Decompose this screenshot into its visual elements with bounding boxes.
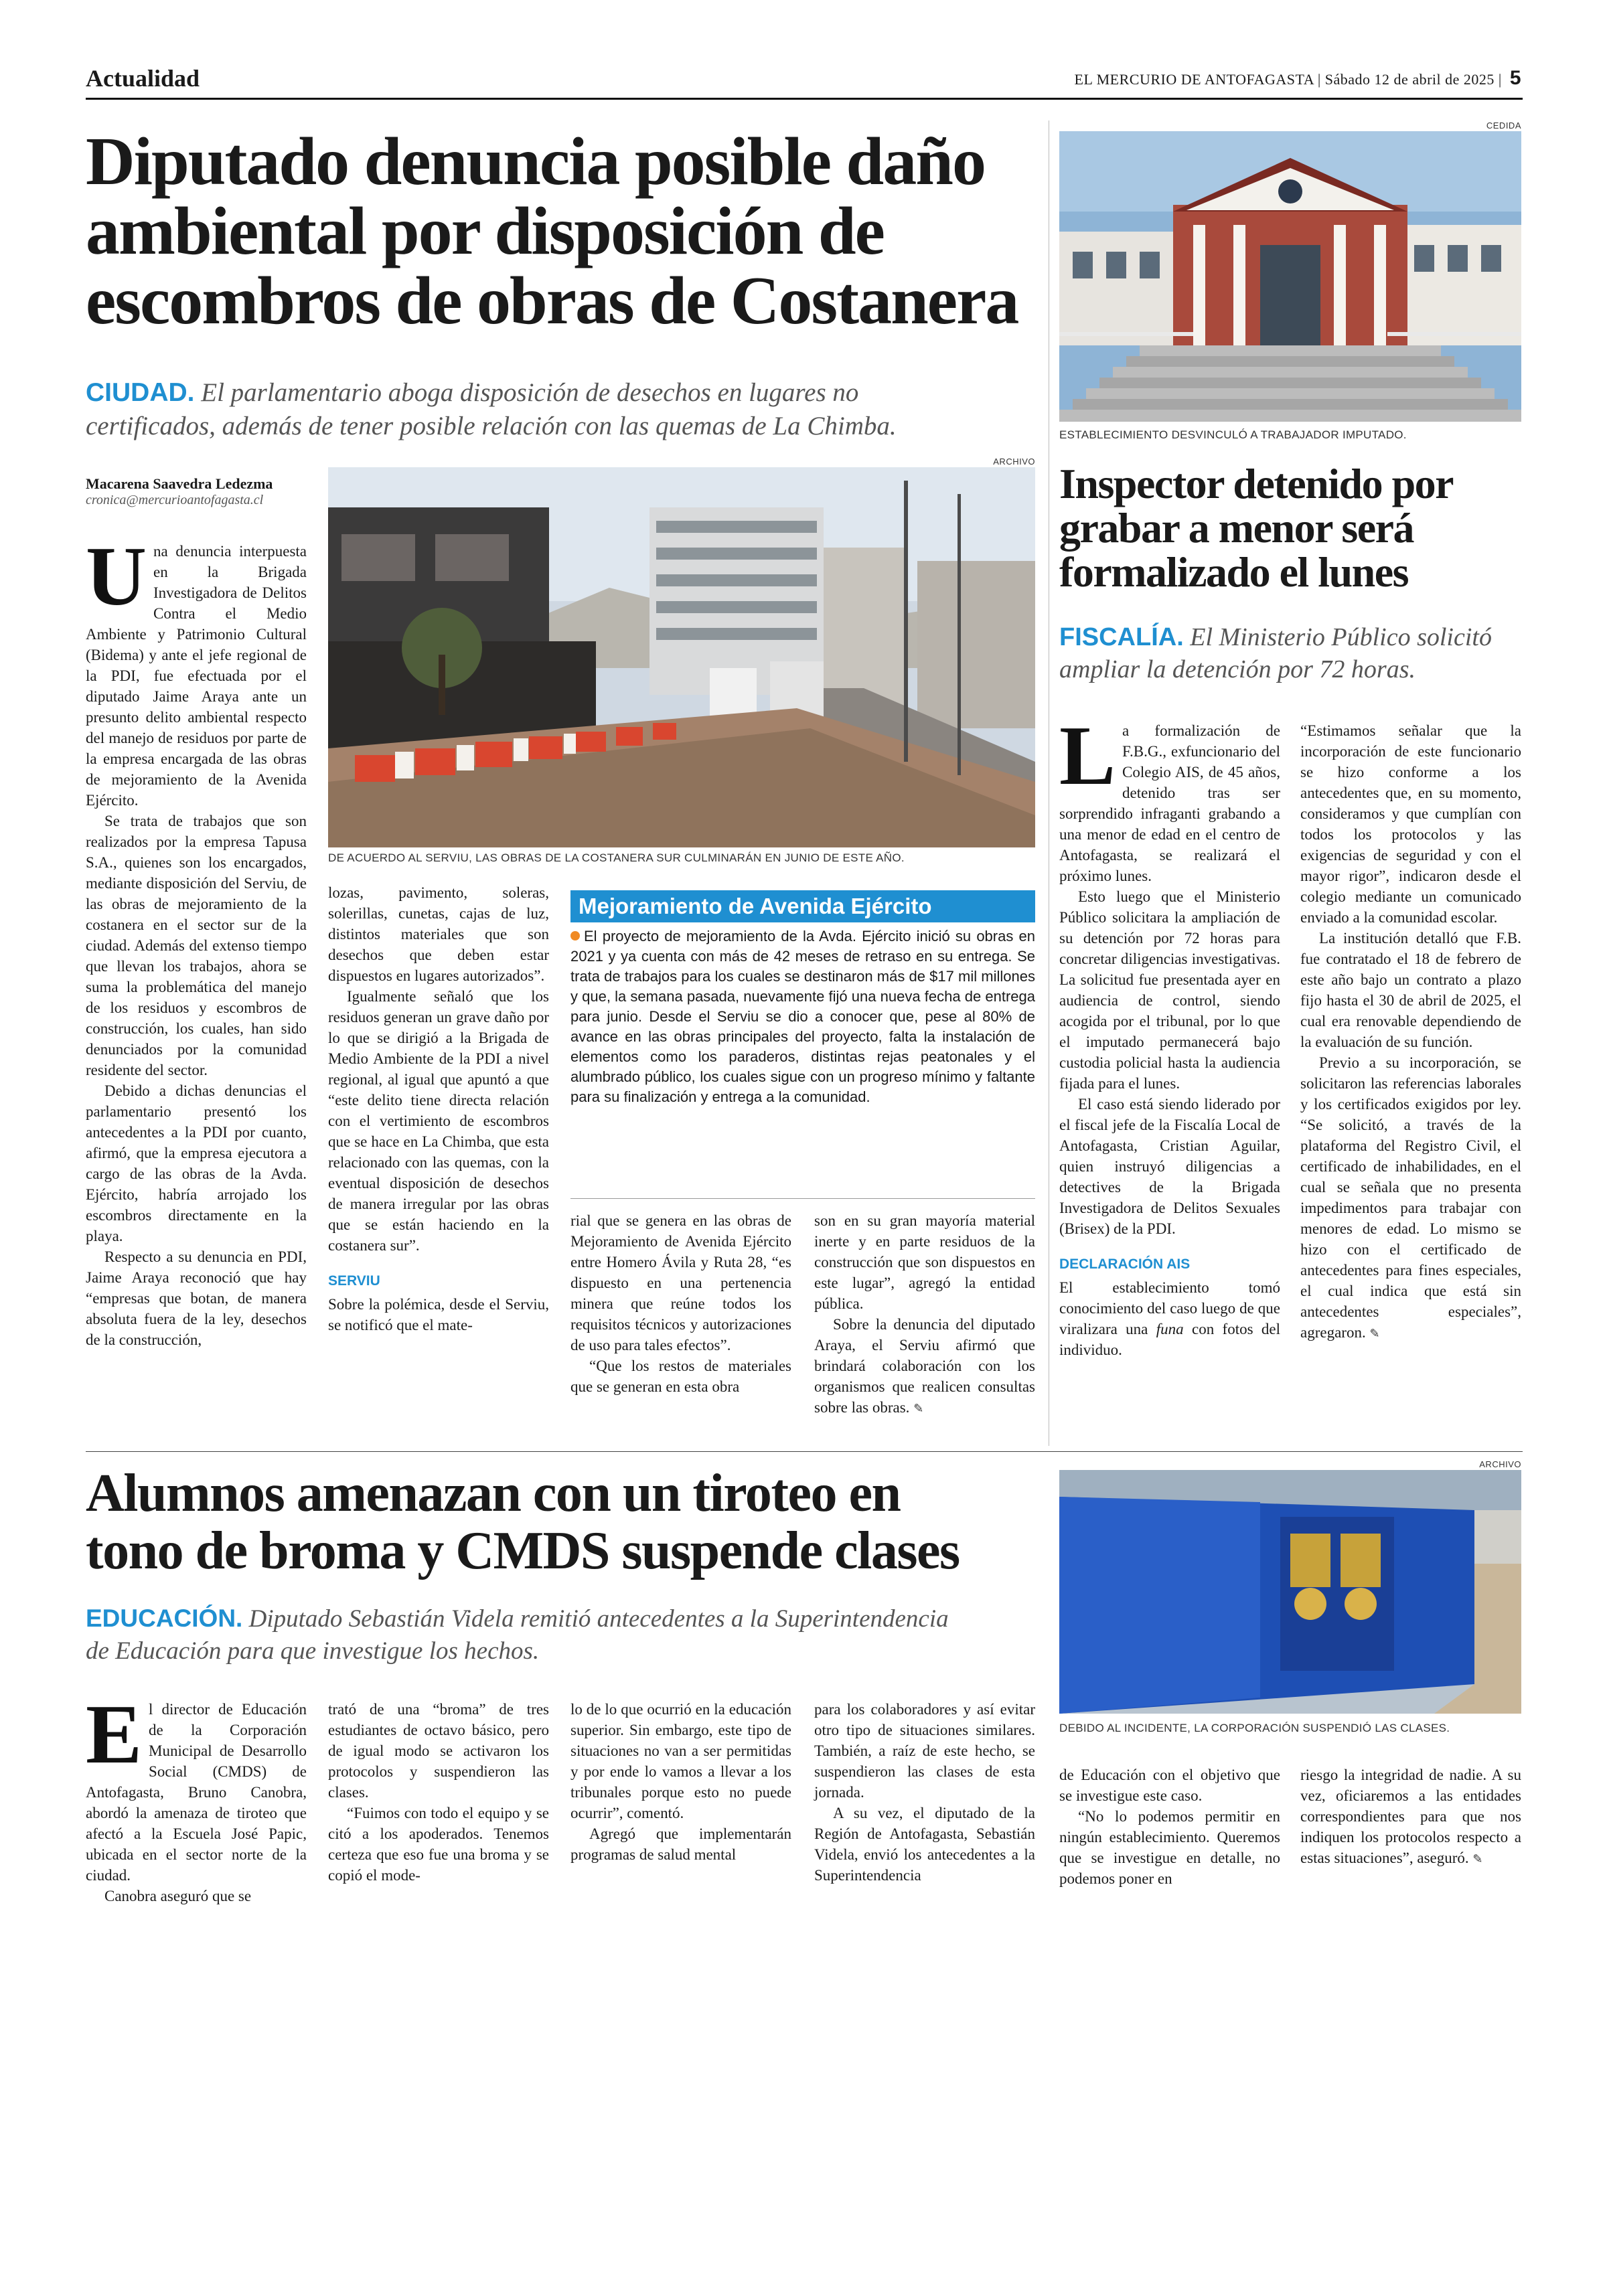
side-paragraph: El establecimiento tomó conocimiento del caso luego de que viralizara una xyxy=(1059,1279,1280,1337)
end-of-article-icon: ✎ xyxy=(913,1402,924,1416)
section-name: Actualidad xyxy=(86,65,200,92)
bottom-kicker-line: de Educación para que investigue los hechos. xyxy=(86,1637,540,1665)
side-headline-line: grabar a menor será xyxy=(1059,504,1414,552)
main-headline-line: ambiental por disposición de xyxy=(86,193,884,269)
main-column-4 xyxy=(814,1210,1035,1419)
end-of-article-icon: ✎ xyxy=(1472,1852,1483,1866)
main-kicker-line: certificados, además de tener posible relación con las quemas de La Chimba. xyxy=(86,412,897,440)
main-kicker xyxy=(86,376,1063,443)
side-photo-credit: CEDIDA xyxy=(1486,120,1521,131)
side-paragraph: Esto luego que el Ministerio Público solicitara la ampliación de su detención por 72 horas para concretar diligencias investigativas. La solicitud fue presentada ayer en audiencia de control, siendo acogida por el tribunal, por lo que el imputado permanecerá bajo custodia policial hasta la audiencia fijada para el lunes. xyxy=(1059,888,1280,1092)
side-paragraph: La institución detalló que F.B. fue contratado el 18 de febrero de este año bajo un contrato a plazo fijo hasta el 30 de abril de 2025, el cual era renovable dependiendo de la evaluación de su función. xyxy=(1300,930,1521,1050)
main-column-3 xyxy=(570,1210,791,1397)
side-photo-caption: ESTABLECIMIENTO DESVINCULÓ A TRABAJADOR IMPUTADO. xyxy=(1059,428,1407,441)
info-box-body xyxy=(570,922,1035,1107)
info-box-title: Mejoramiento de Avenida Ejército xyxy=(570,890,1035,922)
side-headline-line: formalizado el lunes xyxy=(1059,548,1409,596)
school-building-photo xyxy=(1059,131,1521,422)
bottom-paragraph: riesgo la integridad de nadie. A su vez, oficiaremos a las entidades correspondientes para que nos indiquen los protocolos respecto a estas situaciones”, aseguró. xyxy=(1300,1767,1521,1866)
bottom-column-4 xyxy=(814,1699,1035,1886)
bottom-paragraph: Agregó que implementarán programas de salud mental xyxy=(570,1825,791,1863)
end-of-article-icon: ✎ xyxy=(1369,1327,1380,1341)
bottom-column-2 xyxy=(328,1699,549,1886)
bottom-headline-line: tono de broma y CMDS suspende clases xyxy=(86,1522,960,1580)
main-headline-line: escombros de obras de Costanera xyxy=(86,263,1018,339)
main-kicker-line: El parlamentario aboga disposición de desechos en lugares no xyxy=(201,378,859,407)
side-headline xyxy=(1059,462,1521,594)
bottom-headline xyxy=(86,1465,1063,1580)
side-paragraph: a formalización de F.B.G., exfuncionario del Colegio AIS, de 45 años, detenido tras ser sorprendido infraganti grabando a una menor de edad en el centro de Antofagasta, se realizará el próximo lunes. xyxy=(1059,722,1280,884)
page-number: 5 xyxy=(1509,67,1521,89)
bottom-photo-caption: DEBIDO AL INCIDENTE, LA CORPORACIÓN SUSPENDIÓ LAS CLASES. xyxy=(1059,1722,1450,1734)
main-dropcap: U xyxy=(86,530,147,623)
info-box xyxy=(570,890,1035,1107)
side-kicker-line: El Ministerio Público solicitó xyxy=(1190,623,1492,651)
byline xyxy=(86,475,313,508)
main-column-2 xyxy=(328,882,549,1335)
construction-site-photo xyxy=(328,467,1035,847)
main-photo-credit: ARCHIVO xyxy=(993,457,1035,467)
byline-name: Macarena Saavedra Ledezma xyxy=(86,475,273,492)
side-headline-line: Inspector detenido por xyxy=(1059,460,1454,507)
publication-name: EL MERCURIO DE ANTOFAGASTA xyxy=(1074,71,1314,88)
main-photo-caption: DE ACUERDO AL SERVIU, LAS OBRAS DE LA COSTANERA SUR CULMINARÁN EN JUNIO DE ESTE AÑO. xyxy=(328,851,905,864)
bottom-kicker-line: Diputado Sebastián Videla remitió antecedentes a la Superintendencia xyxy=(248,1605,949,1633)
bottom-paragraph: de Educación con el objetivo que se investigue este caso. xyxy=(1059,1767,1280,1804)
box-divider xyxy=(570,1198,1035,1199)
main-kicker-tag: CIUDAD. xyxy=(86,378,195,407)
header-rule xyxy=(86,98,1523,100)
bottom-paragraph: l director de Educación de la Corporación Municipal de Desarrollo Social (CMDS) de Antofagasta, Bruno Canobra, abordó la amenaza de tiroteo que afectó a la Escuela José Papic, ubicada en el sector norte de la ciudad. xyxy=(86,1701,307,1884)
side-paragraph: Previo a su incorporación, se solicitaron las referencias laborales y los certificados exigidos por ley. “Se solicitó, a través de la plataforma del Registro Civil, el certificado de inhabilidades, en el cual se señala que no presenta impedimentos para trabajar con menores de edad. Lo mismo se hizo con el certificado de antecedentes para fines especiales, el cual indica que está sin antecedentes especiales”, agregaron. xyxy=(1300,1054,1521,1341)
side-kicker-line: ampliar la detención por 72 horas. xyxy=(1059,655,1415,683)
bottom-photo-credit: ARCHIVO xyxy=(1479,1459,1521,1469)
side-paragraph: El caso está siendo liderado por el fiscal jefe de la Fiscalía Local de Antofagasta, Cristian Aguilar, quien instruyó diligencias a detectives de la Brigada Investigadora de Delitos Sexuales (Brisex) de la PDI. xyxy=(1059,1096,1280,1237)
side-kicker xyxy=(1059,621,1521,685)
bottom-paragraph: “Fuimos con todo el equipo y se citó a los apoderados. Tenemos certeza que eso fue una broma y se copió el mode- xyxy=(328,1805,549,1884)
main-paragraph: na denuncia interpuesta en la Brigada Investigadora de Delitos Contra el Medio Ambiente y Patrimonio Cultural (Bidema) y ante el jefe regional de la PDI, fue efectuada por el diputado Jaime Araya ante un presunto delito ambiental respecto del manejo de residuos por parte de la empresa encargada de las obras de mejoramiento de la Avenida Ejército. xyxy=(86,543,307,809)
main-paragraph: son en su gran mayoría material inerte y en parte residuos de la construcción que son dispuestos en este lugar”, agregó la entidad pública. xyxy=(814,1212,1035,1312)
bottom-paragraph: trató de una “broma” de tres estudiantes de octavo básico, pero de igual modo se activaron los protocolos y suspendieron las clases. xyxy=(328,1701,549,1801)
bottom-paragraph: lo de lo que ocurrió en la educación superior. Sin embargo, este tipo de situaciones no van a ser permitidas y por ende lo vamos a llevar a los tribunales porque esto no puede ocurrir”, comentó. xyxy=(570,1701,791,1821)
main-paragraph: Sobre la polémica, desde el Serviu, se notificó que el mate- xyxy=(328,1296,549,1333)
bottom-headline-line: Alumnos amenazan con un tiroteo en xyxy=(86,1464,901,1523)
info-box-text: El proyecto de mejoramiento de la Avda. Ejército inició su obras en 2021 y ya cuenta con más de 42 meses de retraso en su entrega. Se trata de trabajos para los cuales se destinaron más de $17 mil millones y que, la semana pasada, nuevamente fijó una nueva fecha de entrega para junio. Desde el Serviu se dio a conocer que, pese al 80% de avance en las obras principales del proyecto, falta la instalación de elementos como los paraderos, distintas rejas peatonales y el alumbrado público, los cuales sigue con un progreso mínimo y faltante para su finalización y entrega a la comunidad. xyxy=(570,928,1035,1105)
byline-email: cronica@mercurioantofagasta.cl xyxy=(86,493,264,507)
bottom-kicker xyxy=(86,1603,1063,1667)
side-column-1 xyxy=(1059,710,1281,1360)
side-paragraph: “Estimamos señalar que la incorporación de este funcionario se hizo conforme a los antecedentes que, en su momento, consideramos y que cumplían con todos los protocolos y las exigencias de seguridad y con el mayor rigor”, indicaron desde el colegio mediante un comunicado enviado a la comunidad escolar. xyxy=(1300,722,1521,926)
side-paragraph-emphasis: funa xyxy=(1156,1321,1184,1337)
bottom-column-5 xyxy=(1059,1765,1280,1889)
main-paragraph: Respecto a su denuncia en PDI, Jaime Araya reconoció que hay “empresas que botan, de manera absoluta fuera de la ley, desechos de la construcción, xyxy=(86,1248,307,1348)
bottom-dropcap: E xyxy=(86,1688,143,1781)
main-column-1 xyxy=(86,530,307,1350)
bottom-column-1 xyxy=(86,1688,307,1906)
side-paragraph: con fotos del individuo. xyxy=(1059,1321,1281,1358)
bottom-paragraph: “No lo podemos permitir en ningún establecimiento. Queremos que se investigue en detalle, no podemos poner en xyxy=(1059,1808,1280,1887)
bottom-column-6 xyxy=(1300,1765,1521,1870)
main-paragraph: rial que se genera en las obras de Mejoramiento de Avenida Ejército entre Homero Ávila y Ruta 28, “es dispuesto en una pertenencia minera que reúne todos los requisitos técnicos y autorizaciones de uso para tales efectos”. xyxy=(570,1212,791,1354)
main-paragraph: Se trata de trabajos que son realizados por la empresa Tapusa S.A., quienes son los encargados, mediante disposición del Serviu, de las obras de mejoramiento de la costanera en el sector sur de la ciudad. Además del extenso tiempo que llevan los trabajos, ahora se suma la problemática del manejo de los residuos y escombros de construcción, los cuales, han sido denunciados por la comunidad residente del sector. xyxy=(86,813,307,1078)
main-paragraph: Sobre la denuncia del diputado Araya, el Serviu afirmó que brindará colaboración con los organismos que realicen consultas sobre las obras. xyxy=(814,1316,1035,1416)
main-paragraph: Igualmente señaló que los residuos generan un grave daño por lo que se dirigió a la Brigada de Medio Ambiente de la PDI a nivel regional, al igual que apuntó a que “este delito tiene directa relación con el vertimiento de escombros que se hace en La Chimba, que esta relacionado con las quemas, con la eventual disposición de desechos de manera irregular por las obras que se están haciendo en la costanera sur”. xyxy=(328,988,549,1254)
publication-date: Sábado 12 de abril de 2025 xyxy=(1324,71,1495,88)
bottom-kicker-tag: EDUCACIÓN. xyxy=(86,1605,243,1632)
main-paragraph: lozas, pavimento, soleras, solerillas, cunetas, cajas de luz, distintos materiales que son desechos que deben estar dispuestos en lugares autorizados”. xyxy=(328,884,549,984)
serviu-subhead: SERVIU xyxy=(328,1273,380,1289)
main-paragraph: “Que los restos de materiales que se generan en esta obra xyxy=(570,1358,791,1395)
bullet-icon xyxy=(570,931,580,940)
bottom-paragraph: para los colaboradores y así evitar otro tipo de situaciones similares. También, a raíz de este hecho, se suspendieron las clases de esta jornada. xyxy=(814,1701,1035,1801)
declaracion-subhead: DECLARACIÓN AIS xyxy=(1059,1256,1191,1272)
main-headline xyxy=(86,124,1063,339)
side-column-2 xyxy=(1300,720,1521,1344)
main-headline-line: Diputado denuncia posible daño xyxy=(86,124,985,199)
bottom-paragraph: A su vez, el diputado de la Región de Antofagasta, Sebastián Videla, envió los antecedentes a la Superintendencia xyxy=(814,1805,1035,1884)
bottom-column-3 xyxy=(570,1699,791,1865)
school-wall-photo xyxy=(1059,1470,1521,1714)
story-divider xyxy=(86,1451,1523,1452)
bottom-paragraph: Canobra aseguró que se xyxy=(104,1888,252,1904)
side-kicker-tag: FISCALÍA. xyxy=(1059,623,1184,651)
main-paragraph: Debido a dichas denuncias el parlamentario presentó los antecedentes a la PDI por cuanto, afirmó, que la empresa ejecutora a cargo de las obras de la Avda. Ejército, habría arrojado los escombros directamente en la playa. xyxy=(86,1082,307,1244)
publication-header: EL MERCURIO DE ANTOFAGASTA | Sábado 12 de abril de 2025 | 5 xyxy=(1074,67,1521,89)
side-dropcap: L xyxy=(1059,710,1116,803)
